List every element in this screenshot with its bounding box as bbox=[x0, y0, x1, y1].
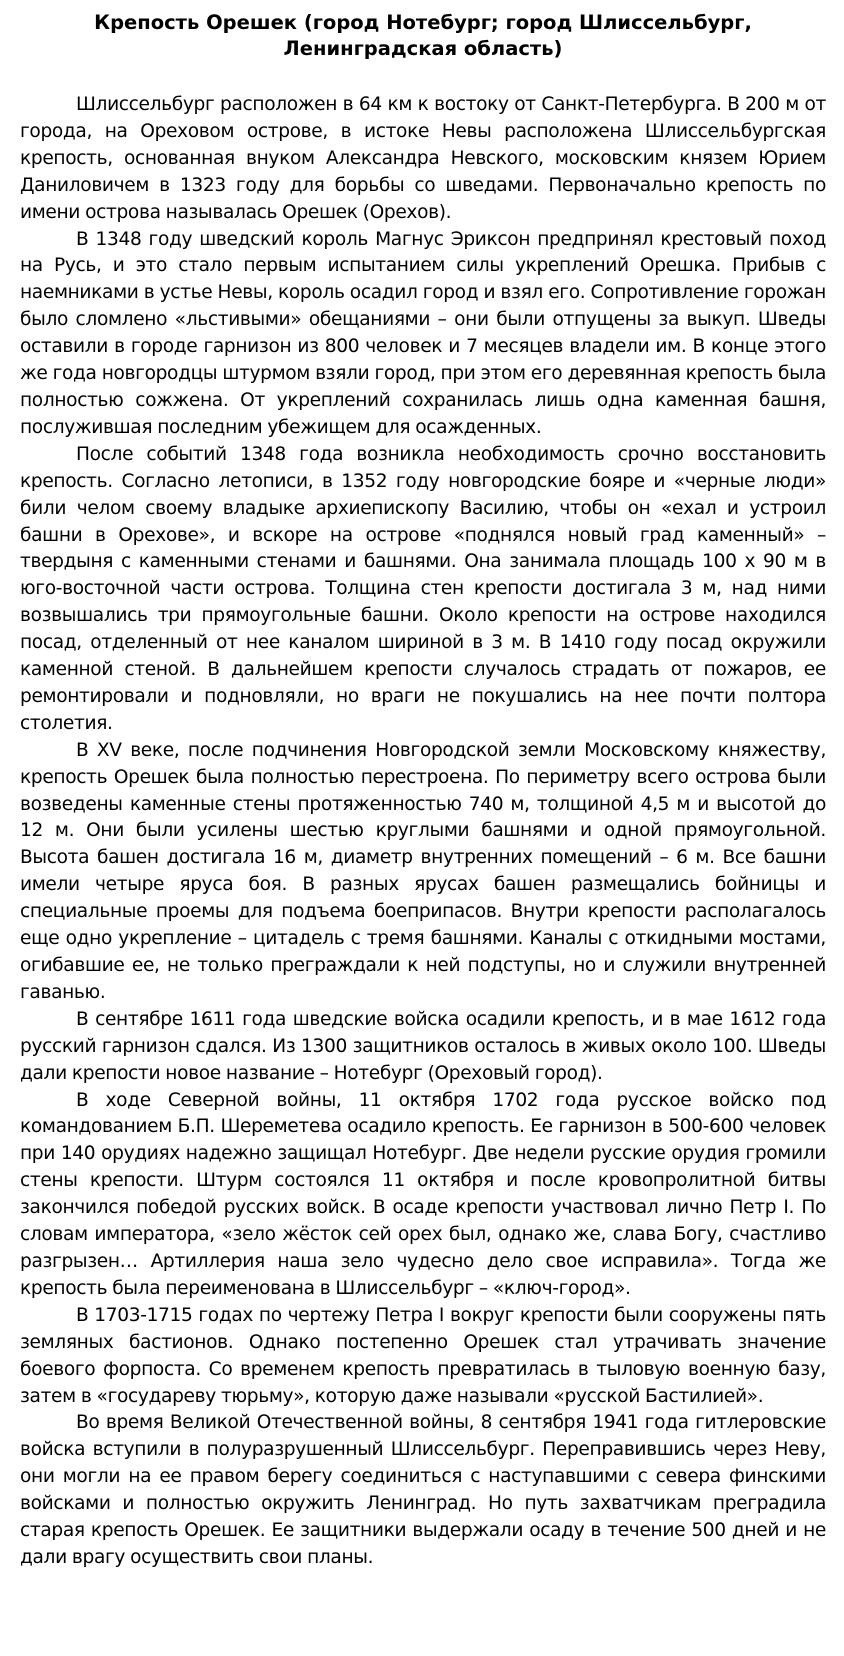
paragraph-great-patriotic-war: Во время Великой Отечественной войны, 8 сентября 1941 года гитлеровские войска вступили в полуразрушенный Шлиссельбург. Переправившись через Неву, они могли на ее правом берегу соединиться с наступавшими с севера финскими войсками и полностью окружить Ленинград. Но путь захватчикам преградила старая крепость Орешек. Ее защитники выдержали осаду в течение 500 дней и не дали врагу осуществить свои планы. bbox=[20, 1412, 826, 1568]
article-body bbox=[20, 92, 826, 1572]
paragraph-northern-war-1702: В ходе Северной войны, 11 октября 1702 года русское войско под командованием Б.П. Шереметева осадило крепость. Ее гарнизон в 500-600 человек при 140 орудиях надежно защищал Нотебург. Две недели русские орудия громили стены крепости. Штурм состоялся 11 октября и после кровопролитной битвы закончился победой русских войск. В осаде крепости участвовал лично Петр I. По словам императора, «зело жёсток сей орех был, однако же, слава Богу, счастливо разгрызен… Артиллерия наша зело чудесно дело свое исправила». Тогда же крепость была переименована в Шлиссельбург – «ключ-город». bbox=[20, 1089, 826, 1299]
paragraph-swedish-crusade-1348: В 1348 году шведский король Магнус Эриксон предпринял крестовый поход на Русь, и это стало первым испытанием силы укреплений Орешка. Прибыв с наемниками в устье Невы, король осадил город и взял его. Сопротивление горожан было сломлено «льстивыми» обещаниями – они были отпущены за выкуп. Шведы оставили в городе гарнизон из 800 человек и 7 месяцев владели им. В конце этого же года новгородцы штурмом взяли город, при этом его деревянная крепость была полностью сожжена. От укреплений сохранилась лишь одна каменная башня, послужившая последним убежищем для осажденных. bbox=[20, 228, 826, 438]
page-title: Крепость Орешек (город Нотебург; город Шлиссельбург, Ленинградская область) bbox=[94, 11, 752, 60]
paragraph-siege-1611: В сентябре 1611 года шведские войска осадили крепость, и в мае 1612 года русский гарнизон сдался. Из 1300 защитников осталось в живых около 100. Шведы дали крепости новое название – Нотебург (Ореховый город). bbox=[20, 1008, 826, 1084]
paragraph-founding: Шлиссельбург расположен в 64 км к востоку от Санкт-Петербурга. В 200 м от города, на Ореховом острове, в истоке Невы расположена Шлиссельбургская крепость, основанная внуком Александра Невского, московским князем Юрием Даниловичем в 1323 году для борьбы со шведами. Первоначально крепость по имени острова называлась Орешек (Орехов). bbox=[20, 94, 826, 223]
paragraph-rebuilding-xv-century: В XV веке, после подчинения Новгородской земли Московскому княжеству, крепость Орешек была полностью перестроена. По периметру всего острова были возведены каменные стены протяженностью 740 м, толщиной 4,5 м и высотой до 12 м. Они были усилены шестью круглыми башнями и одной прямоугольной. Высота башен достигала 16 м, диаметр внутренних помещений – 6 м. Все башни имели четыре яруса боя. В разных ярусах башен размещались бойницы и специальные проемы для подъема боеприпасов. Внутри крепости располагалось еще одно укрепление – цитадель с тремя башнями. Каналы с откидными мостами, огибавшие ее, не только преграждали к ней подступы, но и служили внутренней гаванью. bbox=[20, 739, 826, 1003]
paragraph-restoration-1352: После событий 1348 года возникла необходимость срочно восстановить крепость. Согласно летописи, в 1352 году новгородские бояре и «черные люди» били челом своему владыке архиепископу Василию, чтобы он «ехал и устроил башни в Орехове», и вскоре на острове «поднялся новый град каменный» – твердыня с каменными стенами и башнями. Она занимала площадь 100 х 90 м в юго-восточной части острова. Толщина стен крепости достигала 3 м, над ними возвышались три прямоугольные башни. Около крепости на острове находился посад, отделенный от нее каналом шириной в 3 м. В 1410 году посад окружили каменной стеной. В дальнейшем крепости случалось страдать от пожаров, ее ремонтировали и подновляли, но враги не покушались на нее почти полтора столетия. bbox=[20, 443, 826, 734]
paragraph-bastions-1703: В 1703-1715 годах по чертежу Петра I вокруг крепости были сооружены пять земляных бастионов. Однако постепенно Орешек стал утрачивать значение боевого форпоста. Со временем крепость превратилась в тыловую военную базу, затем в «государеву тюрьму», которую даже называли «русской Бастилией». bbox=[20, 1304, 826, 1407]
